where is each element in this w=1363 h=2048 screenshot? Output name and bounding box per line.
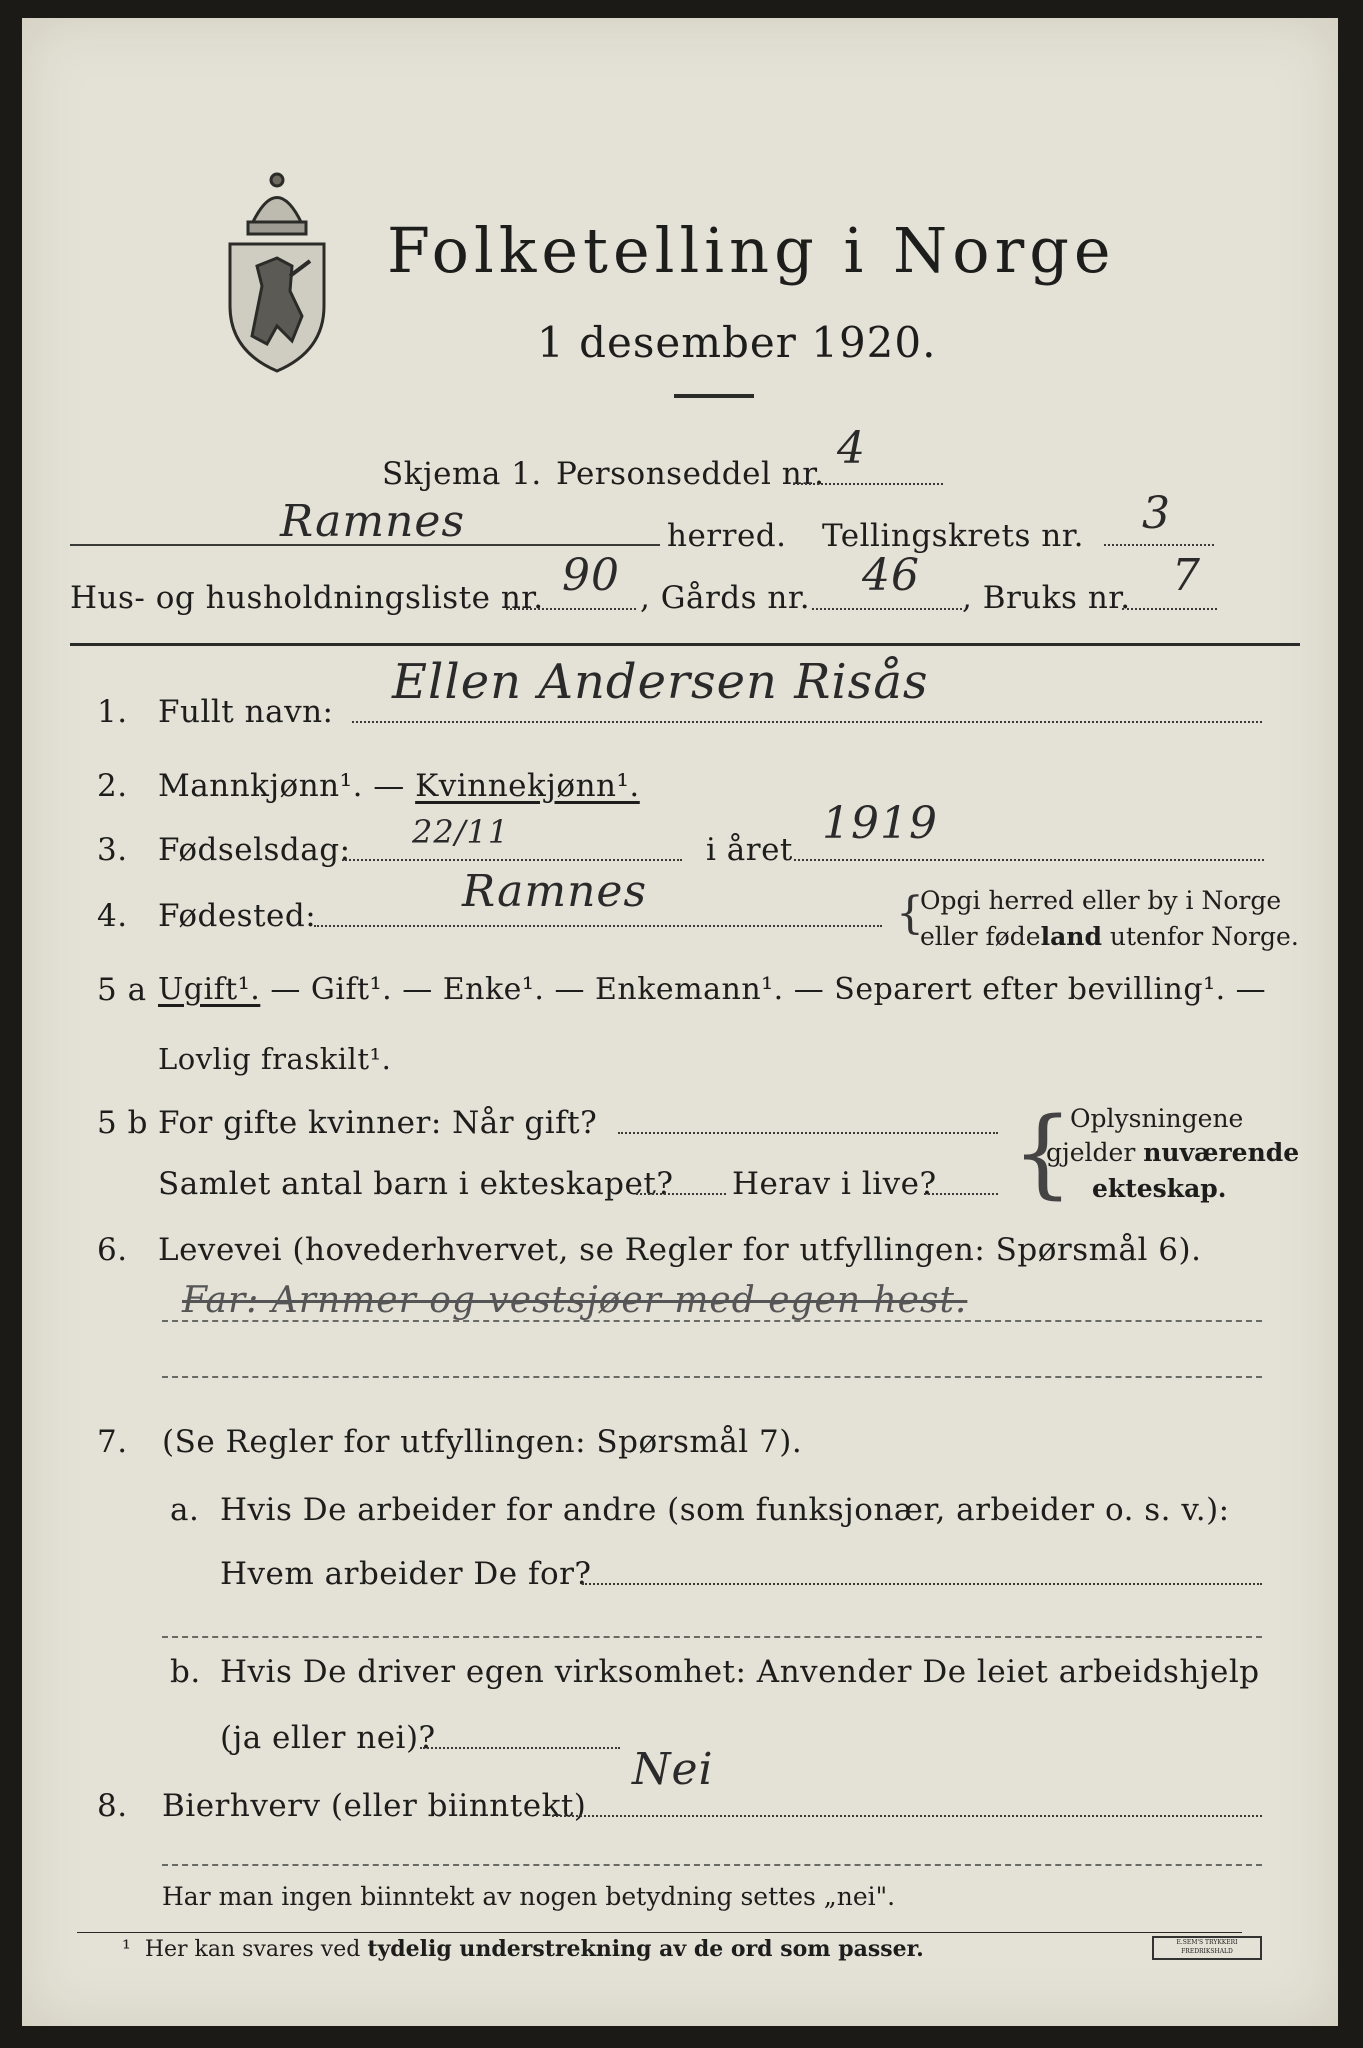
q7b-text2: (ja eller nei)? — [220, 1720, 436, 1756]
census-form — [22, 18, 1338, 2026]
tellingskrets-label: Tellingskrets nr. — [822, 518, 1084, 554]
skjema-label: Skjema 1. — [382, 456, 542, 492]
q5b-gift-line — [618, 1132, 998, 1134]
coat-of-arms-icon — [222, 166, 332, 376]
gards-value: 46 — [862, 550, 920, 601]
q3-year-line — [794, 859, 1264, 861]
q5b-live-line — [924, 1193, 998, 1195]
tellingskrets-line — [1104, 544, 1214, 546]
q2-kvinne: Kvinnekjønn¹. — [415, 768, 640, 804]
hus-line — [506, 608, 636, 610]
q8-label: Bierhverv (eller biinntekt) — [162, 1788, 587, 1824]
q7-label: (Se Regler for utfyllingen: Spørsmål 7). — [162, 1424, 803, 1460]
gards-label: , Gårds nr. — [640, 580, 811, 616]
q4-line — [314, 925, 882, 927]
q6-line-1 — [162, 1320, 1262, 1322]
bruks-value: 7 — [1172, 550, 1201, 601]
printer-stamp: E.SEM'S TRYKKERI FREDRIKSHALD — [1152, 1936, 1262, 1960]
q4-brace: { — [896, 888, 924, 939]
q5a-number: 5 a — [97, 972, 147, 1008]
q5b-brace: { — [1012, 1097, 1074, 1209]
q2-number: 2. — [97, 768, 128, 804]
q5a-text — [158, 972, 1266, 1007]
q7a-text: Hvis De arbeider for andre (som funksjonær, arbeider o. s. v.): — [220, 1492, 1230, 1528]
footnote — [122, 1936, 924, 1962]
hus-label: Hus- og husholdningsliste nr. — [70, 580, 544, 616]
title-divider — [674, 394, 754, 398]
q4-value: Ramnes — [462, 866, 648, 917]
herred-value: Ramnes — [280, 496, 466, 547]
q4-note-2a: eller føde — [920, 922, 1041, 951]
footnote-text-b: tydelig understrekning av de ord som passer. — [367, 1936, 924, 1962]
q8-line-2 — [162, 1864, 1262, 1866]
q5b-line1: For gifte kvinner: Når gift? — [158, 1105, 598, 1141]
bruks-label: , Bruks nr. — [962, 580, 1131, 616]
q7b-text: Hvis De driver egen virksomhet: Anvender De leiet arbeidshjelp — [220, 1654, 1260, 1690]
hus-value: 90 — [562, 550, 620, 601]
q8-value: Nei — [632, 1744, 714, 1795]
q8-line — [552, 1815, 1262, 1817]
q5b-note3: ekteskap. — [1092, 1174, 1227, 1203]
q2-text — [158, 768, 640, 804]
q3-year-label: i året — [706, 832, 793, 868]
nei-note: Har man ingen biinntekt av nogen betydning settes „nei". — [162, 1882, 896, 1911]
personseddel-label: Personseddel nr. — [556, 456, 825, 492]
q5b-line2: Samlet antal barn i ekteskapet? — [158, 1166, 674, 1202]
q4-note-2b: land — [1040, 922, 1102, 951]
q4-label: Fødested: — [158, 898, 317, 934]
q7a-line-2 — [162, 1636, 1262, 1638]
personseddel-value: 4 — [837, 423, 866, 474]
q5b-note2 — [1046, 1138, 1299, 1167]
header-divider — [70, 643, 1300, 646]
footnote-number: ¹ — [122, 1937, 131, 1962]
q1-line — [352, 721, 1262, 723]
personseddel-line — [793, 483, 943, 485]
q5b-barn-line — [636, 1193, 726, 1195]
q7a-letter: a. — [170, 1492, 200, 1528]
census-date: 1 desember 1920. — [537, 318, 937, 367]
q2-mann: Mannkjønn¹. — — [158, 768, 416, 804]
q5a-ugift: Ugift¹. — [158, 972, 261, 1007]
footnote-divider — [77, 1932, 1242, 1933]
q8-number: 8. — [97, 1788, 128, 1824]
q7a-text2: Hvem arbeider De for? — [220, 1556, 592, 1592]
q3-day-value: 22/11 — [412, 813, 510, 851]
q5a-line2: Lovlig fraskilt¹. — [158, 1042, 392, 1076]
q5b-line2b: Herav i live? — [732, 1166, 937, 1202]
herred-label: herred. — [667, 518, 787, 554]
q7a-line — [582, 1583, 1262, 1585]
q4-note-2c: utenfor Norge. — [1101, 922, 1299, 951]
q1-label: Fullt navn: — [158, 694, 334, 730]
q3-year-value: 1919 — [822, 798, 938, 849]
q4-note-2 — [920, 922, 1299, 951]
bruks-line — [1122, 608, 1217, 610]
q6-value: Far: Arnmer og vestsjøer med egen hest. — [182, 1280, 968, 1321]
q7b-line — [420, 1747, 620, 1749]
q7-number: 7. — [97, 1424, 128, 1460]
q1-value: Ellen Andersen Risås — [392, 654, 929, 710]
tellingskrets-value: 3 — [1142, 488, 1171, 539]
q5b-note1: Oplysningene — [1070, 1104, 1244, 1133]
q6-line-2 — [162, 1376, 1262, 1378]
form-title: Folketelling i Norge — [387, 214, 1116, 287]
q4-note-1: Opgi herred eller by i Norge — [920, 886, 1282, 915]
q6-label: Levevei (hovederhvervet, se Regler for utfyllingen: Spørsmål 6). — [158, 1232, 1202, 1268]
q6-number: 6. — [97, 1232, 128, 1268]
q5b-number: 5 b — [97, 1105, 148, 1141]
q5b-note2b: nuværende — [1143, 1138, 1300, 1167]
footnote-text-a: Her kan svares ved — [144, 1937, 368, 1962]
gards-line — [812, 608, 962, 610]
q3-day-line — [342, 859, 682, 861]
q5b-note2a: gjelder — [1046, 1138, 1144, 1167]
q5a-rest: — Gift¹. — Enke¹. — Enkemann¹. — Separert efter bevilling¹. — — [260, 972, 1267, 1007]
q7b-letter: b. — [170, 1654, 201, 1690]
q4-number: 4. — [97, 898, 128, 934]
q1-number: 1. — [97, 694, 128, 730]
q3-label: Fødselsdag: — [158, 832, 351, 868]
q3-number: 3. — [97, 832, 128, 868]
